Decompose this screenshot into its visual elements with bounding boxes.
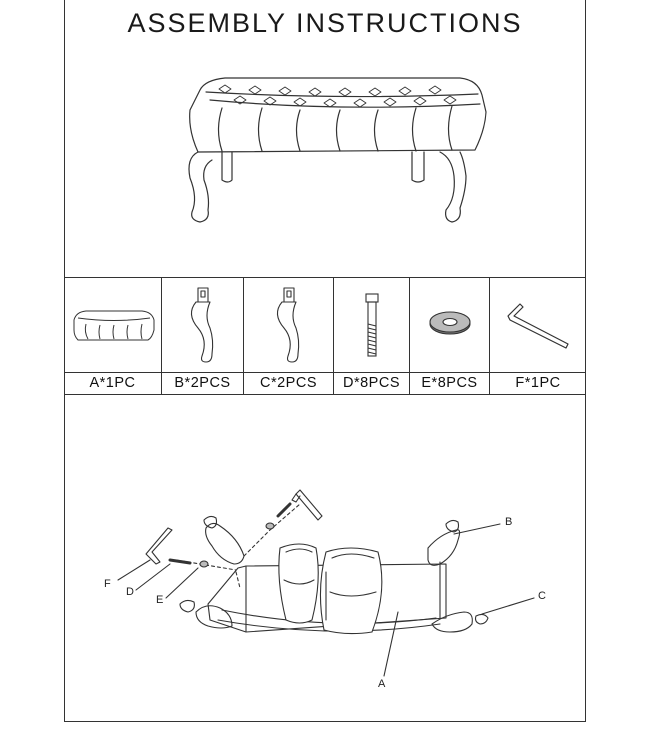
callout-a: A <box>378 678 386 690</box>
part-b-label: B*2PCS <box>174 375 231 391</box>
callout-e: E <box>156 594 164 606</box>
callout-c: C <box>538 590 546 602</box>
part-f-label: F*1PC <box>515 375 561 391</box>
callout-b: B <box>505 516 513 528</box>
part-a-label: A*1PC <box>89 375 136 391</box>
part-c-label: C*2PCS <box>260 375 317 391</box>
page-title: ASSEMBLY INSTRUCTIONS <box>127 8 523 38</box>
callout-f: F <box>104 578 111 590</box>
part-d-label: D*8PCS <box>343 375 400 391</box>
part-e-label: E*8PCS <box>421 375 478 391</box>
callout-d: D <box>126 586 134 598</box>
